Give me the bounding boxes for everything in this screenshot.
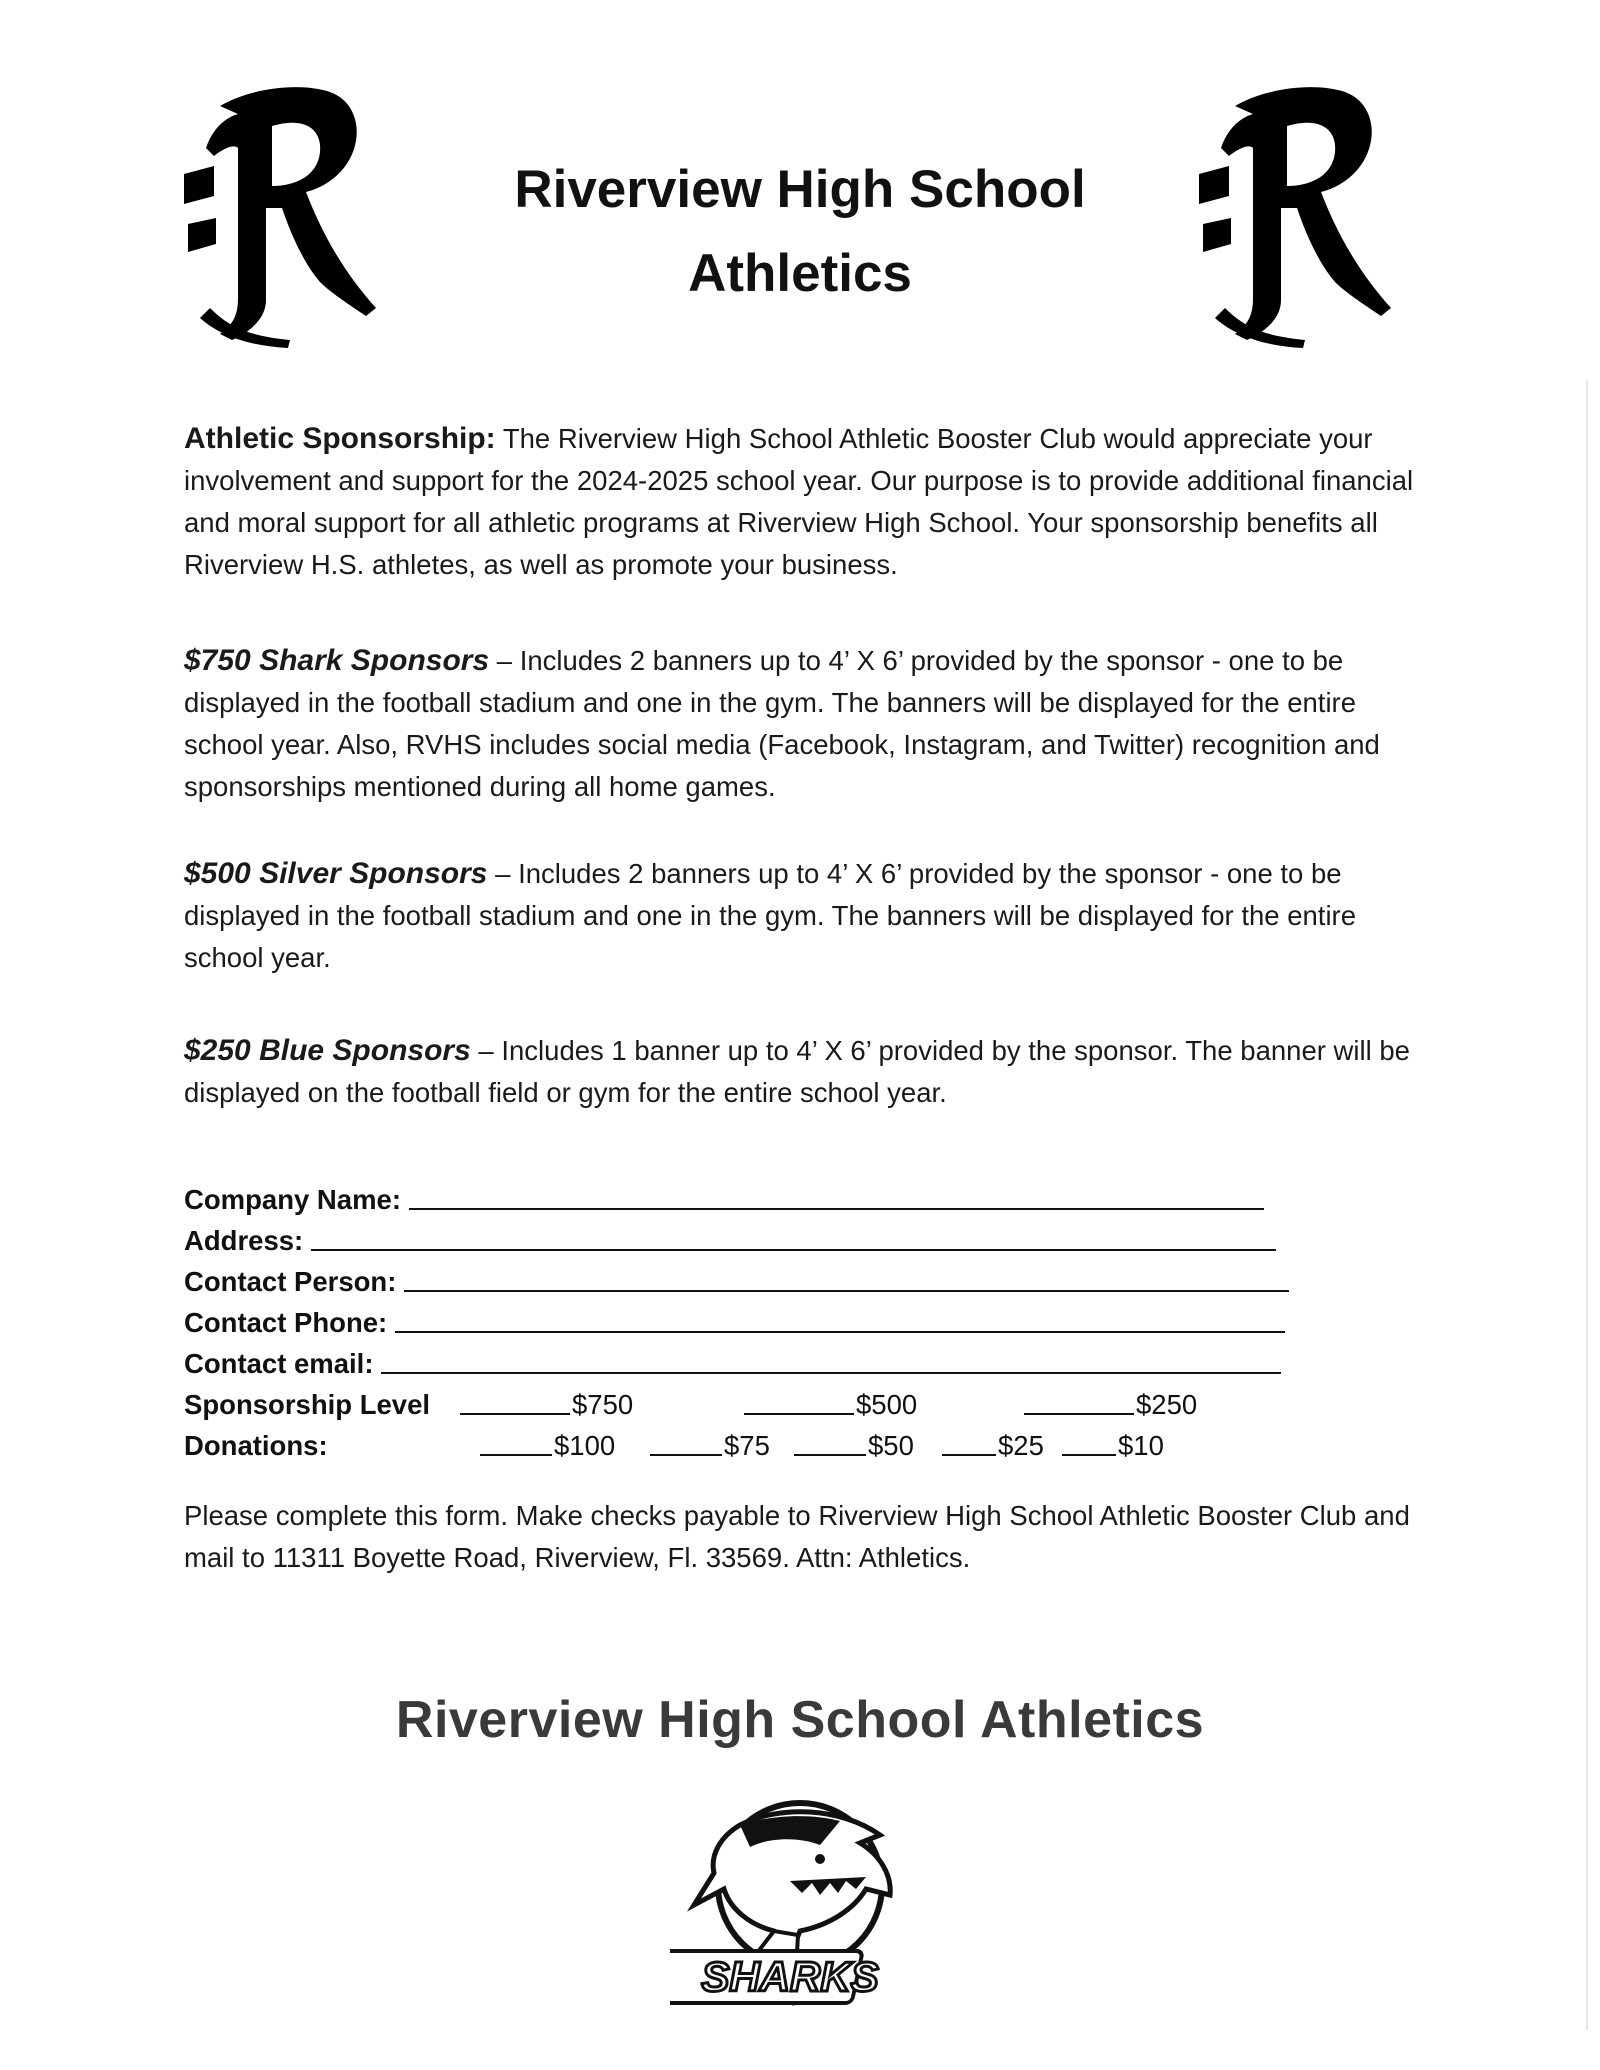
donation-option-25[interactable]: $25 xyxy=(942,1430,1044,1462)
sponsorship-level-row xyxy=(184,1380,1344,1421)
company-name-row xyxy=(184,1175,1344,1216)
gothic-r-logo-icon xyxy=(1195,78,1395,348)
tier-text: – Includes 2 banners up to 4’ X 6’ provided by the sponsor - one to be displayed in the football stadium and one in the gym. The banners will be displayed for the entire school year. xyxy=(184,858,1357,973)
tier-name: $250 Blue Sponsors xyxy=(184,1034,471,1067)
donations-row xyxy=(184,1421,1344,1462)
tier-name: $750 Shark Sponsors xyxy=(184,644,490,677)
tier-shark-paragraph xyxy=(184,640,1414,808)
footer-title: Riverview High School Athletics xyxy=(395,1691,1205,1749)
contact-person-row xyxy=(184,1257,1344,1298)
intro-lead: Athletic Sponsorship: xyxy=(184,422,496,455)
contact-phone-row xyxy=(184,1298,1344,1339)
contact-email-label: Contact email: xyxy=(184,1348,374,1379)
tier-blue-paragraph xyxy=(184,1030,1414,1114)
sponsorship-level-label: Sponsorship Level xyxy=(184,1389,431,1420)
shark-mascot-icon xyxy=(670,1785,910,2030)
donation-option-75[interactable]: $75 xyxy=(650,1430,770,1462)
contact-email-row xyxy=(184,1339,1344,1380)
intro-paragraph xyxy=(184,418,1414,586)
company-name-field[interactable] xyxy=(409,1207,1264,1210)
donation-option-50[interactable]: $50 xyxy=(794,1430,914,1462)
tier-text: – Includes 2 banners up to 4’ X 6’ provided by the sponsor - one to be displayed in the football stadium and one in the gym. The banners will be displayed for the entire school year. Also, RVHS includes social media (Facebook, Instagram, and Twitter) recognition and sponsorships mentioned during all home games. xyxy=(184,645,1380,802)
level-option-250[interactable]: $250 xyxy=(1024,1389,1197,1421)
contact-person-label: Contact Person: xyxy=(184,1266,397,1297)
contact-email-field[interactable] xyxy=(381,1371,1281,1374)
company-name-label: Company Name: xyxy=(184,1184,401,1215)
sponsorship-form xyxy=(184,1175,1344,1462)
scan-edge-divider xyxy=(1586,380,1588,2030)
level-option-500[interactable]: $500 xyxy=(744,1389,917,1421)
instructions-note: Please complete this form. Make checks payable to Riverview High School Athletic Booster Club and mail to 11311 Boyette Road, Riverview, Fl. 33569. Attn: Athletics. xyxy=(184,1500,1410,1573)
tier-silver-paragraph xyxy=(184,853,1414,979)
page-title xyxy=(400,148,1200,316)
address-label: Address: xyxy=(184,1225,304,1256)
title-line-1: Riverview High School xyxy=(514,160,1086,219)
tier-name: $500 Silver Sponsors xyxy=(184,857,488,890)
intro-text: The Riverview High School Athletic Booster Club would appreciate your involvement and support for the 2024-2025 school year. Our purpose is to provide additional financial and moral support for all athletic programs at Riverview High School. Your sponsorship benefits all Riverview H.S. athletes, as well as promote your business. xyxy=(184,423,1414,580)
donation-option-10[interactable]: $10 xyxy=(1062,1430,1164,1462)
contact-phone-field[interactable] xyxy=(395,1330,1285,1333)
address-field[interactable] xyxy=(311,1248,1276,1251)
donation-option-100[interactable]: $100 xyxy=(480,1430,615,1462)
shark-logo-text: SHARKS xyxy=(701,1953,879,2000)
donations-label: Donations: xyxy=(184,1430,328,1461)
title-line-2: Athletics xyxy=(688,244,912,303)
address-row xyxy=(184,1216,1344,1257)
contact-person-field[interactable] xyxy=(404,1289,1289,1292)
gothic-r-logo-icon xyxy=(180,78,380,348)
contact-phone-label: Contact Phone: xyxy=(184,1307,388,1338)
level-option-750[interactable]: $750 xyxy=(460,1389,633,1421)
tier-text: – Includes 1 banner up to 4’ X 6’ provided by the sponsor. The banner will be displayed on the football field or gym for the entire school year. xyxy=(184,1035,1410,1108)
